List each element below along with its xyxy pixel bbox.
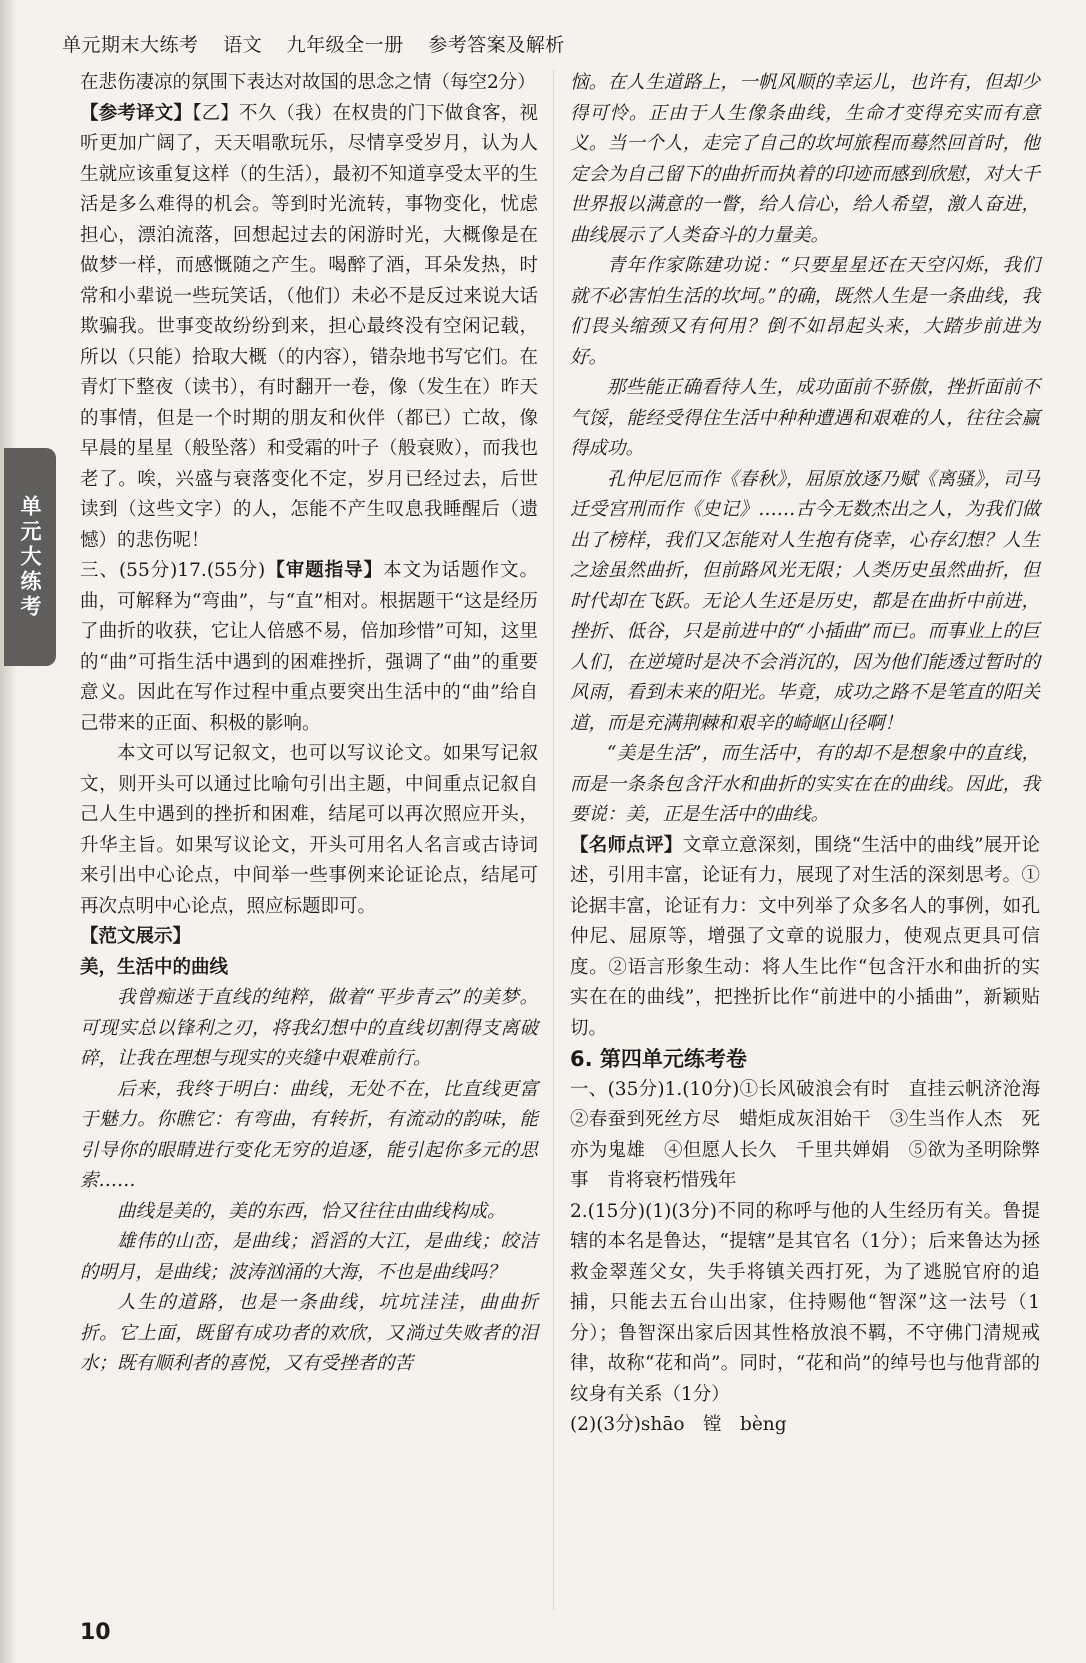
- side-tab-label: 单元大练考: [4, 448, 56, 666]
- essay-paragraph: 雄伟的山峦，是曲线；滔滔的大江，是曲线；皎洁的明月，是曲线；波涛汹涌的大海，不也是曲线吗？: [80, 1231, 538, 1283]
- right-column: [570, 68, 1059, 1441]
- column-divider: [553, 70, 554, 1610]
- teacher-comment-paragraph: [570, 831, 1040, 1045]
- page-edge-shadow: [0, 0, 18, 1663]
- answer-question-1: 一、(35分)1.(10分)①长风破浪会有时 直挂云帆济沧海 ②春蚕到死丝方尽 蜡炬成灰泪始干 ③生当作人杰 死亦为鬼雄 ④但愿人长久 千里共婵娟 ⑤欲为圣明除弊事 肯将衰朽惜残年: [570, 1078, 1059, 1191]
- translation-paragraph: [80, 99, 538, 557]
- header-section: 参考答案及解析: [428, 34, 565, 56]
- page-header: [62, 30, 1046, 70]
- translation-tag: 【参考译文】: [80, 102, 193, 124]
- essay-paragraph: 恼。在人生道路上，一帆风顺的幸运儿，也许有，但却少得可怜。正由于人生像条曲线，生命才变得充实而有意义。当一个人，走完了自己的坎坷旅程而蓦然回首时，他定会为自己留下的曲折而执着的印迹而感到欣慰，对大千世界报以满意的一瞥，给人信心，给人希望，激人奋进，曲线展示了人类奋斗的力量美。: [570, 72, 1040, 246]
- left-column: [80, 68, 538, 1380]
- answer-question-2b: (2)(3分)shāo 镗 bèng: [570, 1414, 787, 1435]
- writing-advice-paragraph: 本文可以写记叙文，也可以写议论文。如果写记叙文，则开头可以通过比喻句引出主题，中间重点记叙自己人生中遇到的挫折和困难，结尾可以再次照应开头，升华主旨。如果写议论文，开头可用名人名言或古诗词来引出中心论点，中间举一些事例来论证论点，结尾可再次点明中心论点，照应标题即可。: [80, 743, 538, 917]
- teacher-comment-tag: 【名师点评】: [570, 834, 683, 856]
- essay-paragraph: 曲线是美的，美的东西，恰又往往由曲线构成。: [117, 1200, 506, 1222]
- essay-paragraph: 我曾痴迷于直线的纯粹，做着“平步青云”的美梦。可现实总以锋利之刃，将我幻想中的直线切割得支离破碎，让我在理想与现实的夹缝中艰难前行。: [80, 987, 538, 1069]
- answer-question-2: 2.(15分)(1)(3分)不同的称呼与他的人生经历有关。鲁提辖的本名是鲁达，“提辖”是其官名（1分）；后来鲁达为拯救金翠莲父女，失手将镇关西打死，为了逃脱官府的追捕，只能去五台山出家，住持赐他“智深”这一法号（1分）；鲁智深出家后因其性格放浪不羁，不守佛门清规戒律，故称“花和尚”。同时，“花和尚”的绰号也与他背部的纹身有关系（1分）: [570, 1200, 1040, 1405]
- guidance-tag: 【审题指导】: [265, 560, 384, 581]
- essay-paragraph: “美是生活”，而生活中，有的却不是想象中的直线，而是一条条包含汗水和曲折的实实在在的曲线。因此，我要说：美，正是生活中的曲线。: [570, 743, 1040, 825]
- header-series: 单元期末大练考: [62, 34, 199, 56]
- essay-paragraph: 青年作家陈建功说：“只要星星还在天空闪烁，我们就不必害怕生活的坎坷。”的确，既然人生是一条曲线，我们畏头缩颈又有何用？倒不如昂起头来，大踏步前进为好。: [570, 255, 1040, 368]
- header-grade: 九年级全一册: [286, 34, 404, 56]
- sample-essay-tag: 【范文展示】: [80, 926, 192, 947]
- essay-paragraph: 人生的道路，也是一条曲线，坑坑洼洼，曲曲折折。它上面，既留有成功者的欢欣，又淌过失败者的泪水；既有顺利者的喜悦，又有受挫者的苦: [80, 1292, 538, 1374]
- essay-paragraph: 那些能正确看待人生，成功面前不骄傲，挫折面前不气馁，能经受得住生活中种种遭遇和艰难的人，往往会赢得成功。: [570, 377, 1040, 459]
- essay-title: 美，生活中的曲线: [80, 956, 229, 978]
- translation-text: 【乙】不久（我）在权贵的门下做食客，视听更加广阔了，天天唱歌玩乐，尽情享受岁月，认为人生就应该重复这样（的生活），最初不知道享受太平的生活是多么难得的机会。等到时光流转，事物变化，忧虑担心，漂泊流落，回想起过去的闲游时光，大概像是在做梦一样，而感慨随之产生。喝醉了酒，耳朵发热，时常和小辈说一些玩笑话，（他们）未必不是反过来说大话欺骗我。世事变故纷纷到来，担心最终没有空闲记载，所以（只能）拾取大概（的内容），错杂地书写它们。在青灯下整夜（读书），有时翻开一卷，像（发生在）昨天的事情，但是一个时期的朋友和伙伴（都已）亡故，像早晨的星星（般坠落）和受霜的叶子（般衰败），而我也老了。唉，兴盛与衰落变化不定，岁月已经过去，后世读到（这些文字）的人，怎能不产生叹息我睡醒后（遗憾）的悲伤呢！: [80, 102, 538, 551]
- page-number: 10: [80, 1620, 111, 1645]
- teacher-comment-text: 文章立意深刻，围绕“生活中的曲线”展开论述，引用丰富，论证有力，展现了对生活的深刻思考。①论据丰富，论证有力：文中列举了众多名人的事例，如孔仲尼、屈原等，增强了文章的说服力，使观点更具可信度。②语言形象生动：将人生比作“包含汗水和曲折的实实在在的曲线”，把挫折比作“前进中的小插曲”，新颖贴切。: [570, 834, 1040, 1039]
- essay-paragraph: 后来，我终于明白：曲线，无处不在，比直线更富于魅力。你瞧它：有弯曲，有转折，有流动的韵味，能引导你的眼睛进行变化无穷的追逐，能引起你多元的思索……: [80, 1078, 538, 1191]
- question-prefix: 三、(55分)17.(55分): [80, 560, 266, 581]
- header-subject: 语文: [223, 34, 263, 56]
- unit-heading: 6. 第四单元练考卷: [570, 1047, 747, 1071]
- guidance-text: 本文为话题作文。曲，可解释为“弯曲”，与“直”相对。根据题干“这是经历了曲折的收获，它让人倍感不易，倍加珍惜”可知，这里的“曲”可指生活中遇到的困难挫折，强调了“曲”的重要意义。因此在写作过程中重点要突出生活中的“曲”给自己带来的正面、积极的影响。: [80, 560, 538, 734]
- essay-guidance-paragraph: [80, 556, 538, 739]
- essay-paragraph: 孔仲尼厄而作《春秋》，屈原放逐乃赋《离骚》，司马迁受宫刑而作《史记》……古今无数杰出之人，为我们做出了榜样，我们又怎能对人生抱有侥幸，心存幻想？人生之途虽然曲折，但前路风光无限；人类历史虽然曲折，但时代却在飞跃。无论人生还是历史，都是在曲折中前进，挫折、低谷，只是前进中的“小插曲”而已。而事业上的巨人们，在逆境时是决不会消沉的，因为他们能透过暂时的风雨，看到未来的阳光。毕竟，成功之路不是笔直的阳关道，而是充满荆棘和艰辛的崎岖山径啊！: [570, 468, 1040, 734]
- answer-paragraph-1: 在悲伤凄凉的氛围下表达对故国的思念之情（每空2分）: [80, 72, 536, 93]
